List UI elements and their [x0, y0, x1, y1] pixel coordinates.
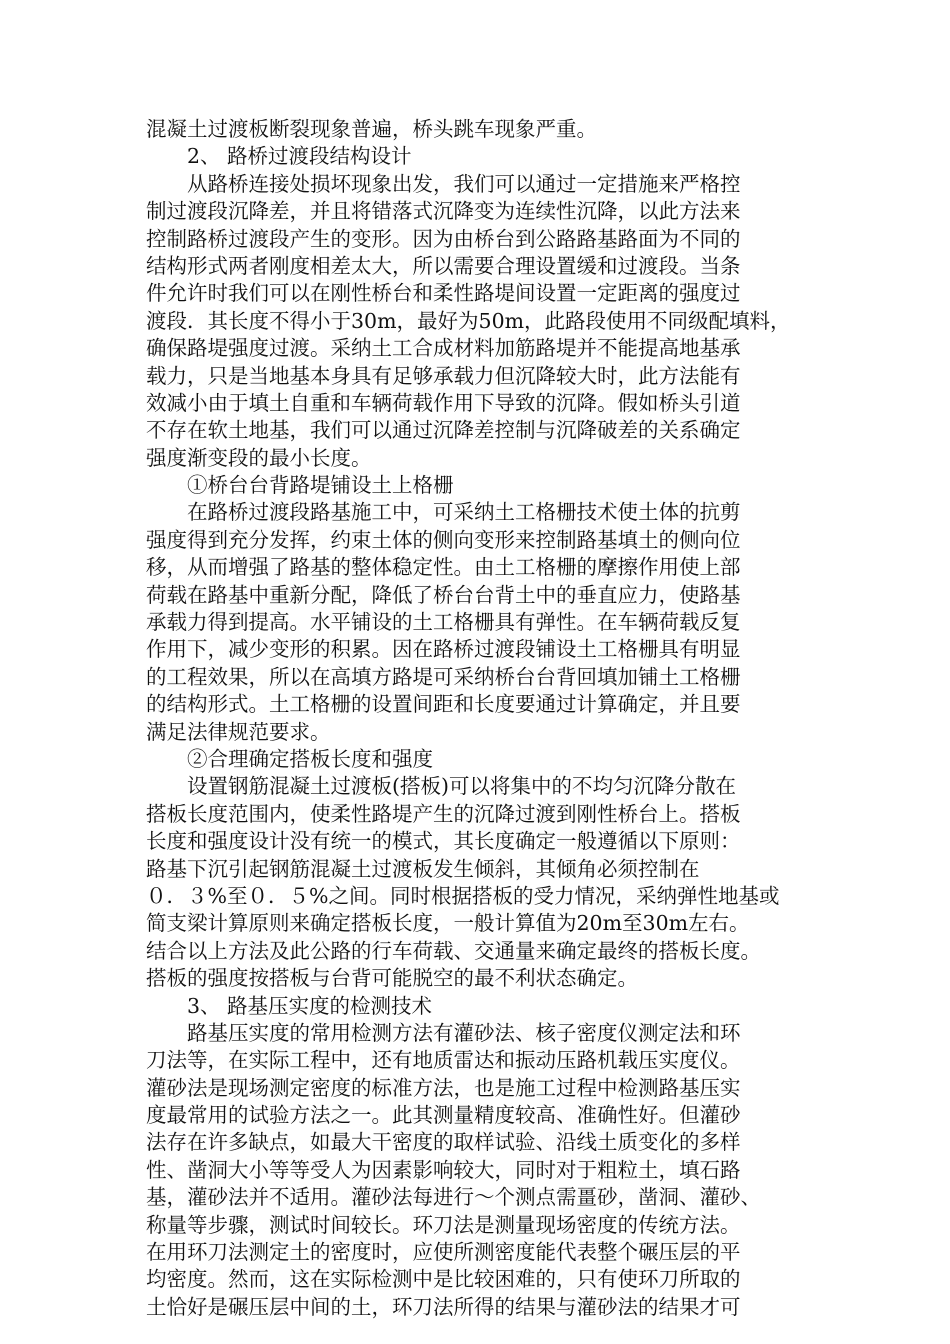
text-line: 3、 路基压实度的检测技术 [146, 993, 433, 1018]
text-line: 2、 路桥过渡段结构设计 [146, 144, 412, 169]
text-line: ②合理确定搭板长度和强度 [146, 746, 433, 771]
text-line: 土恰好是碾压层中间的土，环刀法所得的结果与灌砂法的结果才可 [146, 1294, 741, 1319]
text-line: 满足法律规范要求。 [146, 719, 331, 744]
text-line: 移，从而增强了路基的整体稳定性。由土工格栅的摩擦作用使上部 [146, 555, 741, 580]
text-line: 在用环刀法测定土的密度时，应使所测密度能代表整个碾压层的平 [146, 1240, 741, 1265]
text-line: 称量等步骤，测试时间较长。环刀法是测量现场密度的传统方法。 [146, 1212, 741, 1237]
text-line: 结构形式两者刚度相差太大，所以需要合理设置缓和过渡段。当条 [146, 253, 741, 278]
text-line: 件允许时我们可以在刚性桥台和柔性路堤间设置一定距离的强度过 [146, 281, 741, 306]
text-line: 效减小由于填土自重和车辆荷载作用下导致的沉降。假如桥头引道 [146, 390, 741, 415]
text-line: 强度渐变段的最小长度。 [146, 445, 372, 470]
text-line: 渡段．其长度不得小于30m，最好为50m，此路段使用不同级配填料， [146, 308, 791, 333]
text-line: 的结构形式。土工格栅的设置间距和长度要通过计算确定，并且要 [146, 692, 741, 717]
text-line: ①桥台台背路堤铺设土上格栅 [146, 473, 454, 498]
text-line: 长度和强度设计没有统一的模式，其长度确定一般遵循以下原则： [146, 829, 741, 854]
text-line: 均密度。然而，这在实际检测中是比较困难的，只有使环刀所取的 [146, 1267, 741, 1292]
text-line: 的工程效果，所以在高填方路堤可采纳桥台台背回填加铺土工格栅 [146, 664, 741, 689]
text-line: 路基压实度的常用检测方法有灌砂法、核子密度仪测定法和环 [146, 1020, 741, 1045]
text-line: 性、凿洞大小等等受人为因素影响较大，同时对于粗粒土，填石路 [146, 1157, 741, 1182]
text-line: 基，灌砂法并不适用。灌砂法每进行～个测点需畺砂，凿洞、灌砂、 [146, 1185, 761, 1210]
text-line: 灌砂法是现场测定密度的标准方法，也是施工过程中检测路基压实 [146, 1075, 741, 1100]
text-line: 简支梁计算原则来确定搭板长度，一般计算值为20m至30m左右。 [146, 911, 750, 936]
text-line: 强度得到充分发挥，约束土体的侧向变形来控制路基填土的侧向位 [146, 527, 741, 552]
text-line: 从路桥连接处损坏现象出发，我们可以通过一定措施来严格控 [146, 171, 741, 196]
text-line: 路基下沉引起钢筋混凝土过渡板发生倾斜，其倾角必须控制在 [146, 856, 700, 881]
text-line: 制过渡段沉降差，并且将错落式沉降变为连续性沉降，以此方法来 [146, 199, 741, 224]
text-line: 法存在许多缺点，如最大干密度的取样试验、沿线土质变化的多样 [146, 1130, 741, 1155]
text-line: 搭板的强度按搭板与台背可能脱空的最不利状态确定。 [146, 966, 638, 991]
text-line: 作用下，减少变形的积累。因在路桥过渡段铺设土工格栅具有明显 [146, 637, 741, 662]
text-line: 结合以上方法及此公路的行车荷载、交通量来确定最终的搭板长度。 [146, 938, 761, 963]
document-body [146, 116, 806, 1321]
text-line: 载力，只是当地基本身具有足够承载力但沉降较大时，此方法能有 [146, 363, 741, 388]
text-line: 设置钢筋混凝土过渡板(搭板)可以将集中的不均匀沉降分散在 [146, 774, 736, 799]
text-line: 确保路堤强度过渡。采纳土工合成材料加筋路堤并不能提高地基承 [146, 336, 741, 361]
text-line: 不存在软土地基，我们可以通过沉降差控制与沉降破差的关系确定 [146, 418, 741, 443]
text-line: 度最常用的试验方法之一。此其测量精度较高、准确性好。但灌砂 [146, 1103, 741, 1128]
text-line: 搭板长度范围内，使柔性路堤产生的沉降过渡到刚性桥台上。搭板 [146, 801, 741, 826]
text-line: 承载力得到提高。水平铺设的土工格栅具有弹性。在车辆荷载反复 [146, 610, 741, 635]
text-line: 荷载在路基中重新分配，降低了桥台台背土中的垂直应力，使路基 [146, 582, 741, 607]
text-line: 混凝土过渡板断裂现象普遍，桥头跳车现象严重。 [146, 117, 597, 141]
text-line: 在路桥过渡段路基施工中，可采纳土工格栅技术使土体的抗剪 [146, 500, 741, 525]
text-line: 控制路桥过渡段产生的变形。因为由桥台到公路路基路面为不同的 [146, 226, 741, 251]
text-line: 刀法等，在实际工程中，还有地质雷达和振动压路机载压实度仪。 [146, 1048, 741, 1073]
text-line: ０．３%至０．５%之间。同时根据搭板的受力情况，采纳弹性地基或 [146, 883, 780, 908]
